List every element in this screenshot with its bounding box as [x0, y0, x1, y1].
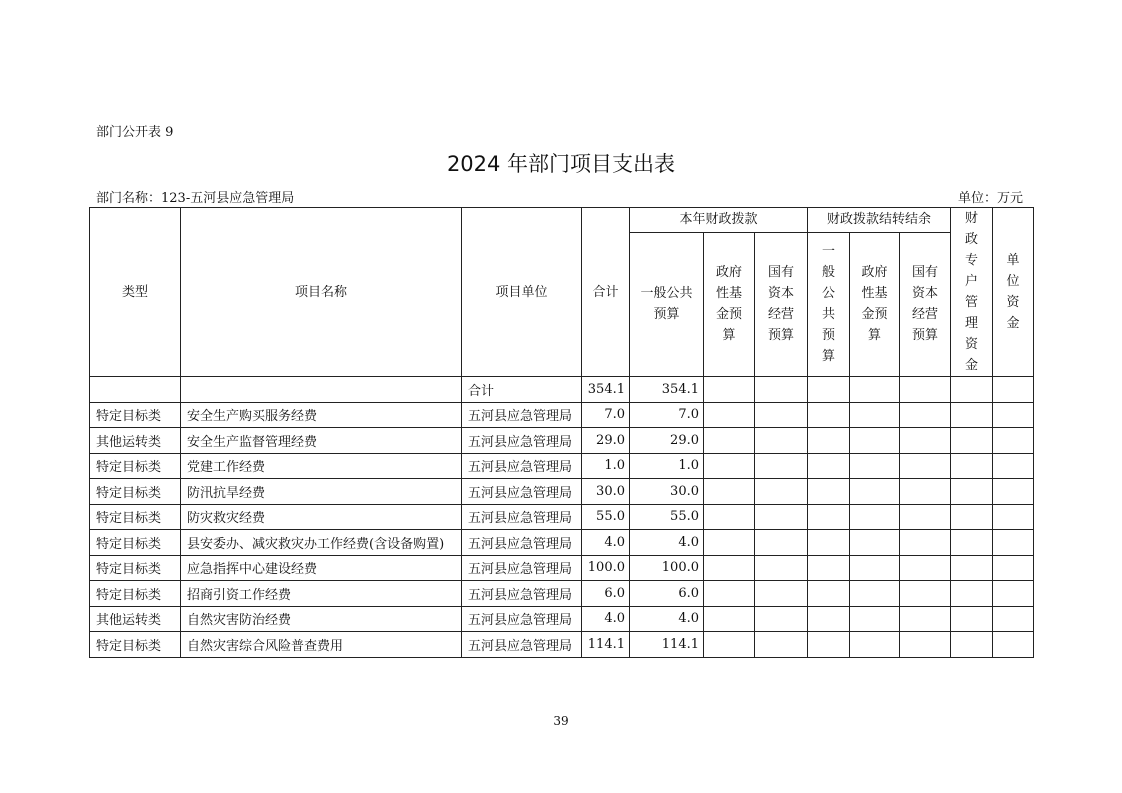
cell-empty	[951, 555, 993, 581]
cell-empty	[808, 581, 850, 607]
cell-project-unit: 五河县应急管理局	[462, 606, 582, 632]
cell-project-unit: 五河县应急管理局	[462, 479, 582, 505]
cell-empty	[993, 530, 1034, 556]
cell-empty	[808, 555, 850, 581]
cell-empty	[755, 530, 808, 556]
cell-empty	[808, 479, 850, 505]
cell-empty	[900, 530, 951, 556]
cell-empty	[704, 581, 755, 607]
cell-empty	[951, 632, 993, 658]
header-total: 合计	[582, 208, 630, 377]
cell-empty	[808, 530, 850, 556]
page-title: 2024 年部门项目支出表	[446, 152, 676, 176]
cell-total: 30.0	[582, 479, 630, 505]
cell-project-name: 自然灾害综合风险普查费用	[181, 632, 462, 658]
cell-total: 4.0	[582, 606, 630, 632]
cell-type: 特定目标类	[90, 402, 181, 428]
cell-empty	[704, 453, 755, 479]
cell-project-unit: 五河县应急管理局	[462, 453, 582, 479]
cell-empty	[755, 581, 808, 607]
cell-empty	[850, 606, 900, 632]
cell-project-unit: 五河县应急管理局	[462, 530, 582, 556]
cell-type: 特定目标类	[90, 632, 181, 658]
cell-empty	[808, 632, 850, 658]
cell-empty	[704, 555, 755, 581]
cell-empty	[951, 402, 993, 428]
cell-empty	[951, 581, 993, 607]
header-project-name: 项目名称	[181, 208, 462, 377]
cell-empty	[900, 479, 951, 505]
table-row	[90, 632, 1034, 658]
cell-total: 29.0	[582, 428, 630, 454]
header-carry-state-capital: 国有资本经营预算	[900, 232, 951, 376]
department-name: 部门名称：123-五河县应急管理局	[96, 191, 295, 206]
cell-empty	[808, 504, 850, 530]
summary-general-public: 354.1	[630, 377, 704, 403]
cell-total: 100.0	[582, 555, 630, 581]
table-row	[90, 606, 1034, 632]
cell-empty	[755, 632, 808, 658]
cell-empty	[704, 402, 755, 428]
cell-empty	[808, 606, 850, 632]
cell-empty	[900, 428, 951, 454]
cell-empty	[704, 606, 755, 632]
cell-empty	[900, 504, 951, 530]
cell-type: 特定目标类	[90, 581, 181, 607]
cell-type: 特定目标类	[90, 530, 181, 556]
cell-project-name: 防灾救灾经费	[181, 504, 462, 530]
header-type: 类型	[90, 208, 181, 377]
cell-empty	[755, 606, 808, 632]
cell-general-public: 55.0	[630, 504, 704, 530]
cell-empty	[755, 479, 808, 505]
cell-empty	[850, 428, 900, 454]
page-number: 39	[553, 714, 569, 728]
cell-general-public: 4.0	[630, 606, 704, 632]
cell-general-public: 100.0	[630, 555, 704, 581]
header-gov-fund-budget: 政府性基金预算	[704, 232, 755, 376]
table-label: 部门公开表 9	[96, 125, 174, 140]
cell-total: 1.0	[582, 453, 630, 479]
cell-empty	[951, 504, 993, 530]
cell-empty	[900, 453, 951, 479]
table-row	[90, 555, 1034, 581]
table-row	[90, 428, 1034, 454]
cell-project-unit: 五河县应急管理局	[462, 555, 582, 581]
cell-empty	[900, 555, 951, 581]
cell-project-name: 安全生产购买服务经费	[181, 402, 462, 428]
cell-empty	[993, 581, 1034, 607]
cell-empty	[808, 453, 850, 479]
cell-project-name: 防汛抗旱经费	[181, 479, 462, 505]
cell-type	[90, 377, 181, 403]
cell-empty	[993, 479, 1034, 505]
header-carryover-group: 财政拨款结转结余	[808, 208, 951, 233]
cell-empty	[993, 453, 1034, 479]
cell-type: 特定目标类	[90, 479, 181, 505]
table-row	[90, 479, 1034, 505]
cell-empty	[755, 402, 808, 428]
cell-empty	[755, 555, 808, 581]
table-row	[90, 581, 1034, 607]
cell-empty	[808, 402, 850, 428]
cell-empty	[755, 504, 808, 530]
summary-label: 合计	[462, 377, 582, 403]
cell-empty	[704, 504, 755, 530]
cell-empty	[755, 453, 808, 479]
cell-empty	[850, 581, 900, 607]
cell-empty	[951, 479, 993, 505]
cell-project-unit: 五河县应急管理局	[462, 402, 582, 428]
table-row	[90, 453, 1034, 479]
cell-empty	[755, 428, 808, 454]
cell-project-unit: 五河县应急管理局	[462, 581, 582, 607]
cell-general-public: 4.0	[630, 530, 704, 556]
cell-project-name: 县安委办、减灾救灾办工作经费(含设备购置)	[181, 530, 462, 556]
table-row	[90, 504, 1034, 530]
cell-empty	[951, 606, 993, 632]
cell-general-public: 114.1	[630, 632, 704, 658]
cell-project-name: 招商引资工作经费	[181, 581, 462, 607]
cell-general-public: 29.0	[630, 428, 704, 454]
header-unit-funds: 单位资金	[993, 208, 1034, 377]
cell-project-name: 自然灾害防治经费	[181, 606, 462, 632]
cell-total: 6.0	[582, 581, 630, 607]
cell-type: 其他运转类	[90, 428, 181, 454]
cell-empty	[993, 428, 1034, 454]
cell-empty	[993, 606, 1034, 632]
cell-empty	[951, 453, 993, 479]
cell-empty	[704, 428, 755, 454]
summary-total: 354.1	[582, 377, 630, 403]
cell-empty	[850, 632, 900, 658]
header-project-unit: 项目单位	[462, 208, 582, 377]
cell-general-public: 1.0	[630, 453, 704, 479]
header-fiscal-special-funds: 财政专户管理资金	[951, 208, 993, 377]
unit-label: 单位：万元	[958, 191, 1024, 206]
cell-type: 其他运转类	[90, 606, 181, 632]
cell-general-public: 30.0	[630, 479, 704, 505]
cell-empty	[900, 581, 951, 607]
cell-empty	[951, 428, 993, 454]
cell-empty	[704, 479, 755, 505]
cell-empty	[850, 479, 900, 505]
cell-empty	[808, 428, 850, 454]
table-row	[90, 402, 1034, 428]
header-carry-gov-fund: 政府性基金预算	[850, 232, 900, 376]
header-general-public-budget: 一般公共预算	[630, 232, 704, 376]
cell-general-public: 7.0	[630, 402, 704, 428]
cell-total: 55.0	[582, 504, 630, 530]
cell-empty	[993, 504, 1034, 530]
summary-row	[90, 377, 1034, 403]
cell-total: 4.0	[582, 530, 630, 556]
cell-empty	[704, 632, 755, 658]
cell-total: 7.0	[582, 402, 630, 428]
cell-empty	[850, 530, 900, 556]
cell-project-name: 党建工作经费	[181, 453, 462, 479]
cell-project-unit: 五河县应急管理局	[462, 504, 582, 530]
project-expenditure-table	[89, 207, 1034, 658]
cell-total: 114.1	[582, 632, 630, 658]
cell-type: 特定目标类	[90, 504, 181, 530]
cell-type: 特定目标类	[90, 555, 181, 581]
cell-general-public: 6.0	[630, 581, 704, 607]
cell-empty	[900, 606, 951, 632]
cell-empty	[900, 632, 951, 658]
cell-name	[181, 377, 462, 403]
cell-empty	[850, 402, 900, 428]
cell-empty	[993, 402, 1034, 428]
header-state-capital-budget: 国有资本经营预算	[755, 232, 808, 376]
cell-empty	[850, 504, 900, 530]
cell-project-unit: 五河县应急管理局	[462, 428, 582, 454]
header-current-year-group: 本年财政拨款	[630, 208, 808, 233]
cell-project-name: 应急指挥中心建设经费	[181, 555, 462, 581]
cell-empty	[850, 453, 900, 479]
cell-project-name: 安全生产监督管理经费	[181, 428, 462, 454]
cell-type: 特定目标类	[90, 453, 181, 479]
cell-empty	[993, 632, 1034, 658]
table-row	[90, 530, 1034, 556]
cell-empty	[993, 555, 1034, 581]
cell-empty	[900, 402, 951, 428]
cell-empty	[850, 555, 900, 581]
cell-empty	[951, 530, 993, 556]
cell-project-unit: 五河县应急管理局	[462, 632, 582, 658]
cell-empty	[704, 530, 755, 556]
header-carry-general-public: 一般公共预算	[808, 232, 850, 376]
